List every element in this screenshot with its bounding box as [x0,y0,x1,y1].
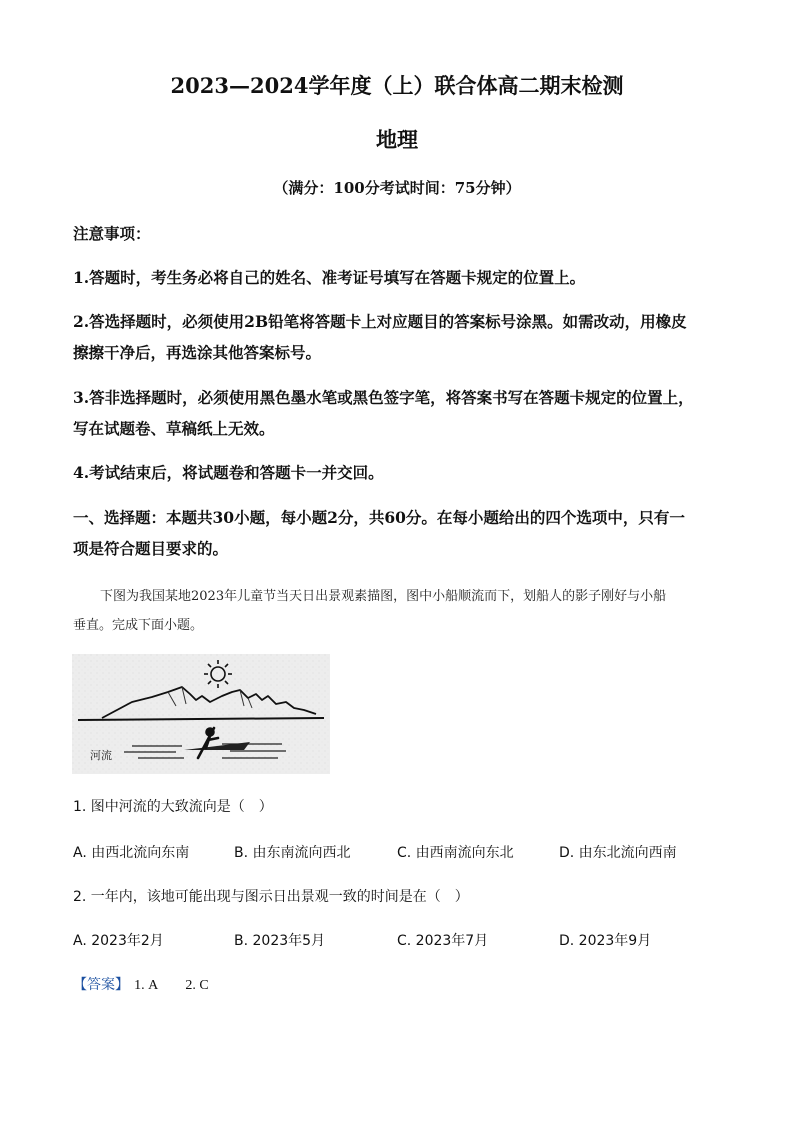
answer-text: 1. A 2. C [134,978,209,993]
question-1-option-b: B. 由东南流向西北 [234,845,351,861]
question-2-stem: 2. 一年内，该地可能出现与图示日出景观一致的时间是在（ ） [73,889,469,905]
question-2-option-b: B. 2023年5月 [234,933,326,949]
exam-meta: （满分：100分考试时间：75分钟） [273,179,521,197]
note-item-4: 4.考试结束后，将试题卷和答题卡一并交回。 [73,463,384,482]
exam-subject: 地理 [376,127,418,152]
question-1-option-d: D. 由东北流向西南 [559,845,677,861]
question-1-option-c: C. 由西南流向东北 [397,845,514,861]
note-item-2-line-2: 擦擦干净后，再选涂其他答案标号。 [73,343,322,362]
note-item-3-line-1: 3.答非选择题时，必须使用黑色墨水笔或黑色签字笔，将答案书写在答题卡规定的位置上， [73,388,694,407]
river-label: 河流 [90,749,112,762]
notes-heading: 注意事项： [73,224,151,243]
answer-tag: 【答案】 [73,977,129,993]
question-2-option-c: C. 2023年7月 [397,933,489,949]
question-intro-line-2: 垂直。完成下面小题。 [73,618,204,633]
note-item-3-line-2: 写在试题卷、草稿纸上无效。 [73,419,275,438]
question-intro-line-1: 下图为我国某地2023年儿童节当天日出景观素描图，图中小船顺流而下，划船人的影子刚好与小船 [100,589,667,604]
section-1-heading-line-2: 项是符合题目要求的。 [73,539,229,558]
note-item-1: 1.答题时，考生务必将自己的姓名、准考证号填写在答题卡规定的位置上。 [73,268,586,287]
answer-line [73,974,209,994]
note-item-2-line-1: 2.答选择题时，必须使用2B铅笔将答题卡上对应题目的答案标号涂黑。如需改动，用橡皮 [73,312,687,331]
sunrise-sketch-figure [72,654,330,774]
section-1-heading-line-1: 一、选择题：本题共30小题，每小题2分，共60分。在每小题给出的四个选项中，只有一 [73,508,685,527]
question-1-option-a: A. 由西北流向东南 [73,845,190,861]
question-2-option-a: A. 2023年2月 [73,933,164,949]
question-2-option-d: D. 2023年9月 [559,933,652,949]
exam-title: 2023—2024学年度（上）联合体高二期末检测 [170,73,624,98]
question-1-stem: 1. 图中河流的大致流向是（ ） [73,799,273,815]
